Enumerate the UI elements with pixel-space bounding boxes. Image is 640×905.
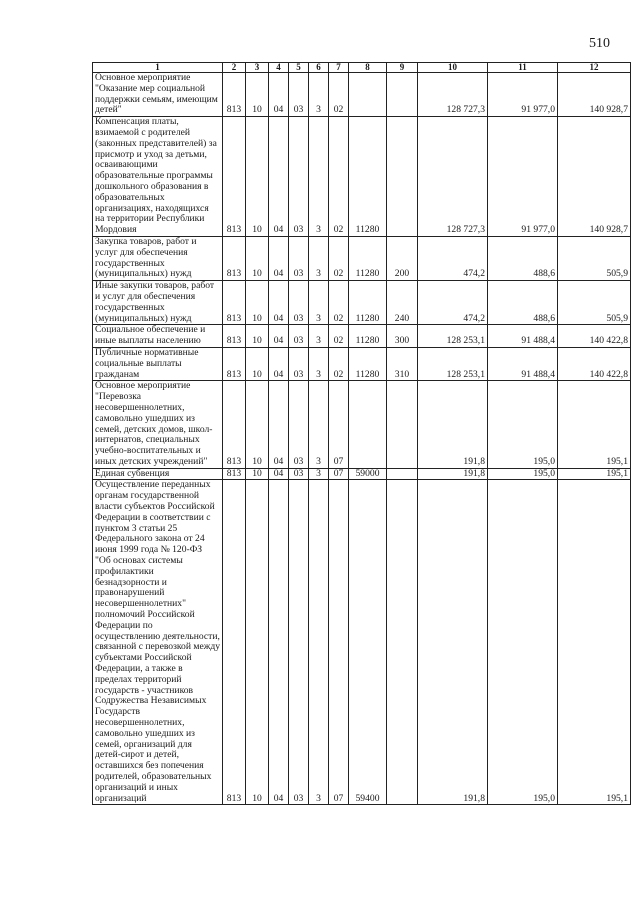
budget-table	[92, 62, 631, 805]
cell-section: 10	[246, 480, 269, 805]
row-name: Компенсация платы, взимаемой с родителей (законных представителей) за присмотр и уход за детьми, осваивающими образовательные программы дошкольного образования в образовательных организациях, находящихся на территории Республики Мордовия	[93, 117, 223, 237]
cell-subsection: 04	[269, 480, 289, 805]
cell-target-code	[349, 73, 387, 117]
cell-subprogram: 3	[309, 281, 329, 325]
row-name: Социальное обеспечение и иные выплаты населению	[93, 325, 223, 348]
table-row	[93, 73, 631, 117]
cell-main-event: 07	[329, 468, 349, 480]
row-name: Осуществление переданных органам государственной власти субъектов Российской Федерации в соответствии с пунктом 3 статьи 25 Федерального закона от 24 июня 1999 года № 120-ФЗ "Об основах системы профилактики безнадзорности и правонарушений несовершеннолетних" полномочий Российской Федерации по осуществлению деятельности, связанной с перевозкой между субъектами Российской Федерации, а также в пределах территорий государств - участников Содружества Независимых Государств несовершеннолетних, самовольно ушедших из семей, организаций для детей-сирот и детей, оставшихся без попечения родителей, образовательных организаций и иных организаций	[93, 480, 223, 805]
cell-target-code: 59400	[349, 480, 387, 805]
cell-ministry-code: 813	[223, 468, 246, 480]
cell-section: 10	[246, 73, 269, 117]
cell-subsection: 04	[269, 381, 289, 468]
cell-subsection: 04	[269, 236, 289, 280]
cell-main-event: 02	[329, 347, 349, 380]
table-row	[93, 468, 631, 480]
col-header-8: 8	[349, 63, 387, 73]
page-number: 510	[589, 36, 610, 51]
cell-amount-3: 195,1	[558, 480, 631, 805]
cell-subsection: 04	[269, 468, 289, 480]
cell-amount-3: 195,1	[558, 381, 631, 468]
cell-ministry-code: 813	[223, 236, 246, 280]
col-header-4: 4	[269, 63, 289, 73]
cell-program: 03	[289, 325, 309, 348]
cell-main-event: 02	[329, 73, 349, 117]
cell-program: 03	[289, 480, 309, 805]
cell-amount-1: 191,8	[418, 468, 488, 480]
cell-program: 03	[289, 381, 309, 468]
cell-main-event: 02	[329, 236, 349, 280]
cell-section: 10	[246, 117, 269, 237]
cell-target-code: 59000	[349, 468, 387, 480]
cell-expense-type	[387, 480, 418, 805]
cell-subprogram: 3	[309, 347, 329, 380]
cell-amount-1: 191,8	[418, 381, 488, 468]
cell-ministry-code: 813	[223, 347, 246, 380]
cell-subprogram: 3	[309, 468, 329, 480]
cell-expense-type: 240	[387, 281, 418, 325]
cell-subsection: 04	[269, 347, 289, 380]
cell-subprogram: 3	[309, 325, 329, 348]
cell-section: 10	[246, 381, 269, 468]
col-header-5: 5	[289, 63, 309, 73]
cell-subprogram: 3	[309, 73, 329, 117]
col-header-10: 10	[418, 63, 488, 73]
cell-expense-type: 300	[387, 325, 418, 348]
cell-expense-type	[387, 381, 418, 468]
table-row	[93, 236, 631, 280]
cell-target-code: 11280	[349, 325, 387, 348]
cell-amount-3: 140 422,8	[558, 347, 631, 380]
cell-amount-2: 91 977,0	[488, 117, 558, 237]
cell-amount-1: 128 727,3	[418, 117, 488, 237]
cell-section: 10	[246, 325, 269, 348]
cell-target-code	[349, 381, 387, 468]
cell-section: 10	[246, 468, 269, 480]
table-row	[93, 117, 631, 237]
cell-amount-1: 128 727,3	[418, 73, 488, 117]
cell-main-event: 02	[329, 117, 349, 237]
cell-amount-3: 505,9	[558, 281, 631, 325]
cell-ministry-code: 813	[223, 325, 246, 348]
cell-target-code: 11280	[349, 347, 387, 380]
cell-main-event: 07	[329, 381, 349, 468]
cell-target-code: 11280	[349, 236, 387, 280]
cell-expense-type	[387, 73, 418, 117]
col-header-11: 11	[488, 63, 558, 73]
cell-amount-2: 195,0	[488, 381, 558, 468]
cell-amount-2: 91 488,4	[488, 347, 558, 380]
cell-amount-2: 91 488,4	[488, 325, 558, 348]
cell-subsection: 04	[269, 117, 289, 237]
cell-ministry-code: 813	[223, 480, 246, 805]
cell-amount-2: 91 977,0	[488, 73, 558, 117]
cell-ministry-code: 813	[223, 117, 246, 237]
cell-target-code: 11280	[349, 117, 387, 237]
cell-amount-2: 488,6	[488, 281, 558, 325]
cell-amount-3: 140 928,7	[558, 117, 631, 237]
header-row	[93, 63, 631, 73]
table-row	[93, 325, 631, 348]
table-row	[93, 281, 631, 325]
cell-section: 10	[246, 281, 269, 325]
cell-amount-1: 474,2	[418, 281, 488, 325]
cell-section: 10	[246, 236, 269, 280]
cell-amount-3: 195,1	[558, 468, 631, 480]
cell-subprogram: 3	[309, 236, 329, 280]
cell-amount-2: 195,0	[488, 480, 558, 805]
cell-program: 03	[289, 73, 309, 117]
cell-amount-3: 505,9	[558, 236, 631, 280]
cell-main-event: 02	[329, 281, 349, 325]
cell-amount-3: 140 928,7	[558, 73, 631, 117]
cell-program: 03	[289, 236, 309, 280]
row-name: Основное мероприятие "Оказание мер социальной поддержки семьям, имеющим детей"	[93, 73, 223, 117]
cell-amount-2: 488,6	[488, 236, 558, 280]
col-header-2: 2	[223, 63, 246, 73]
cell-expense-type	[387, 117, 418, 237]
row-name: Публичные нормативные социальные выплаты гражданам	[93, 347, 223, 380]
cell-section: 10	[246, 347, 269, 380]
col-header-7: 7	[329, 63, 349, 73]
cell-subsection: 04	[269, 325, 289, 348]
col-header-1: 1	[93, 63, 223, 73]
cell-expense-type: 200	[387, 236, 418, 280]
cell-program: 03	[289, 281, 309, 325]
row-name: Единая субвенция	[93, 468, 223, 480]
col-header-3: 3	[246, 63, 269, 73]
cell-subprogram: 3	[309, 480, 329, 805]
cell-expense-type	[387, 468, 418, 480]
cell-amount-1: 128 253,1	[418, 325, 488, 348]
col-header-6: 6	[309, 63, 329, 73]
cell-program: 03	[289, 117, 309, 237]
cell-program: 03	[289, 347, 309, 380]
table-row	[93, 381, 631, 468]
cell-main-event: 02	[329, 325, 349, 348]
cell-program: 03	[289, 468, 309, 480]
table-row	[93, 347, 631, 380]
cell-main-event: 07	[329, 480, 349, 805]
cell-ministry-code: 813	[223, 73, 246, 117]
cell-ministry-code: 813	[223, 381, 246, 468]
col-header-12: 12	[558, 63, 631, 73]
cell-subsection: 04	[269, 281, 289, 325]
cell-amount-1: 128 253,1	[418, 347, 488, 380]
cell-subprogram: 3	[309, 381, 329, 468]
row-name: Закупка товаров, работ и услуг для обеспечения государственных (муниципальных) нужд	[93, 236, 223, 280]
cell-subprogram: 3	[309, 117, 329, 237]
cell-amount-3: 140 422,8	[558, 325, 631, 348]
cell-amount-1: 474,2	[418, 236, 488, 280]
cell-amount-2: 195,0	[488, 468, 558, 480]
cell-amount-1: 191,8	[418, 480, 488, 805]
cell-subsection: 04	[269, 73, 289, 117]
cell-ministry-code: 813	[223, 281, 246, 325]
row-name: Иные закупки товаров, работ и услуг для обеспечения государственных (муниципальных) нужд	[93, 281, 223, 325]
cell-expense-type: 310	[387, 347, 418, 380]
cell-target-code: 11280	[349, 281, 387, 325]
table-row	[93, 480, 631, 805]
row-name: Основное мероприятие "Перевозка несовершеннолетних, самовольно ушедших из семей, детских домов, школ-интернатов, специальных учебно-воспитательных и иных детских учреждений"	[93, 381, 223, 468]
col-header-9: 9	[387, 63, 418, 73]
